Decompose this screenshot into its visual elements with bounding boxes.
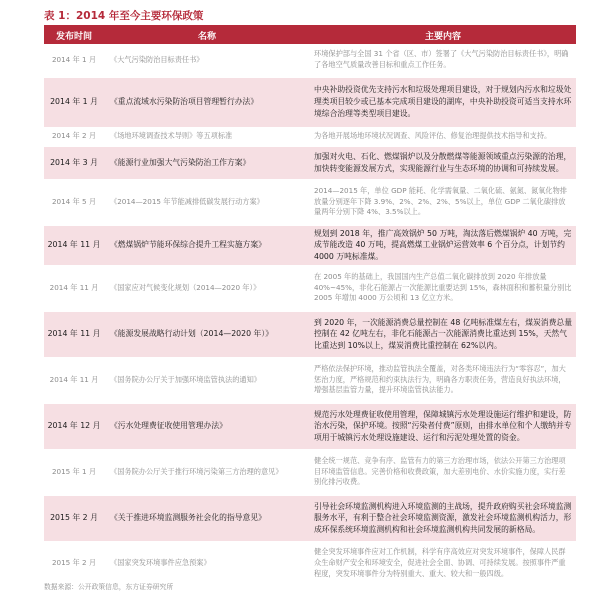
table-header-row bbox=[44, 27, 576, 44]
row-content: 加强对火电、石化、燃煤锅炉以及分散燃煤等能源领域重点污染源的治理，加快转变能源发展方式，实现能源行业与生态环境的协调和可持续发展。 bbox=[310, 146, 576, 179]
row-date: 2014 年 1 月 bbox=[44, 77, 104, 127]
row-content: 规范污水处理费征收使用管理，保障城镇污水处理设施运行维护和建设，防治水污染，保护环境。按照“污染者付费”原则，由排水单位和个人缴纳并专项用于城镇污水处理设施建设、运行和污泥处理处置的资金。 bbox=[310, 403, 576, 449]
row-date: 2014 年 11 月 bbox=[44, 265, 104, 311]
row-policy-name: 《能源行业加强大气污染防治工作方案》 bbox=[104, 146, 310, 179]
row-date: 2014 年 11 月 bbox=[44, 225, 104, 265]
row-policy-name: 《国务院办公厅关于加强环境监管执法的通知》 bbox=[104, 357, 310, 403]
table-row bbox=[44, 146, 576, 179]
row-date: 2014 年 1 月 bbox=[44, 44, 104, 77]
row-policy-name: 《能源发展战略行动计划（2014—2020 年）》 bbox=[104, 311, 310, 357]
table-row bbox=[44, 44, 576, 77]
row-policy-name: 《国家应对气候变化规划（2014—2020 年）》 bbox=[104, 265, 310, 311]
row-content: 环境保护部与全国 31 个省（区、市）签署了《大气污染防治目标责任书》，明确了各地空气质量改善目标和重点工作任务。 bbox=[310, 44, 576, 77]
row-content: 健全突发环境事件应对工作机制，科学有序高效应对突发环境事件，保障人民群众生命财产安全和环境安全，促进社会全面、协调、可持续发展。按照事件严重程度，突发环境事件分为特别重大、重大、较大和一般四级。 bbox=[310, 541, 576, 586]
row-policy-name: 《场地环境调查技术导则》等五项标准 bbox=[104, 127, 310, 146]
table-row bbox=[44, 225, 576, 265]
row-date: 2015 年 1 月 bbox=[44, 449, 104, 495]
table-row bbox=[44, 77, 576, 127]
table-row bbox=[44, 495, 576, 541]
row-date: 2014 年 3 月 bbox=[44, 146, 104, 179]
row-content: 健全统一规范、竞争有序、监管有力的第三方治理市场，依法公开第三方治理项目环境监管信息。完善价格和收费政策，加大差别电价、水价实施力度，实行差别化排污收费。 bbox=[310, 449, 576, 495]
table-row bbox=[44, 311, 576, 357]
row-date: 2014 年 12 月 bbox=[44, 403, 104, 449]
row-policy-name: 《国家突发环境事件应急预案》 bbox=[104, 541, 310, 586]
header-name: 名称 bbox=[104, 27, 310, 44]
row-content: 到 2020 年，一次能源消费总量控制在 48 亿吨标准煤左右，煤炭消费总量控制在 42 亿吨左右，非化石能源占一次能源消费比重达到 15%，天然气比重达到 10%以上，煤炭消费比重控制在 62%以内。 bbox=[310, 311, 576, 357]
table-row bbox=[44, 403, 576, 449]
row-policy-name: 《污水处理费征收使用管理办法》 bbox=[104, 403, 310, 449]
row-content: 为各地开展场地环境状况调查、风险评估、修复治理提供技术指导和支持。 bbox=[310, 127, 576, 146]
row-policy-name: 《关于推进环境监测服务社会化的指导意见》 bbox=[104, 495, 310, 541]
data-source-note: 数据来源：公开政策信息，东方证券研究所 bbox=[44, 583, 174, 591]
row-content: 中央补助投资优先支持污水和垃圾处理项目建设，对于规划内污水和垃圾处理类项目较少或已基本完成项目建设的湖库，中央补助投资可适当支持水环境综合治理等类型项目建设。 bbox=[310, 77, 576, 127]
row-policy-name: 《燃煤锅炉节能环保综合提升工程实施方案》 bbox=[104, 225, 310, 265]
row-date: 2014 年 5 月 bbox=[44, 179, 104, 225]
table-row bbox=[44, 449, 576, 495]
table-row bbox=[44, 179, 576, 225]
row-policy-name: 《国务院办公厅关于推行环境污染第三方治理的意见》 bbox=[104, 449, 310, 495]
row-date: 2014 年 11 月 bbox=[44, 311, 104, 357]
row-date: 2015 年 2 月 bbox=[44, 541, 104, 586]
row-content: 规划到 2018 年，推广高效锅炉 50 万吨，淘汰落后燃煤锅炉 40 万吨，完成节能改造 40 万吨，提高燃煤工业锅炉运营效率 6 个百分点，计划节约 4000 万吨标准煤。 bbox=[310, 225, 576, 265]
table-title: 表 1：2014 年至今主要环保政策 bbox=[44, 10, 204, 22]
table-row bbox=[44, 265, 576, 311]
table-row bbox=[44, 127, 576, 146]
policy-table bbox=[44, 27, 576, 587]
row-content: 引导社会环境监测机构进入环境监测的主战场，提升政府购买社会环境监测服务水平，有利于整合社会环境监测资源，激发社会环境监测机构活力，形成环保系统环境监测机构和社会环境监测机构共同发展的新格局。 bbox=[310, 495, 576, 541]
row-content: 严格依法保护环境，推动监管执法全覆盖，对各类环境违法行为“零容忍”，加大惩治力度，严格规范和约束执法行为，明确各方职责任务，营造良好执法环境，增强基层监管力量，提升环境监管执法能力。 bbox=[310, 357, 576, 403]
row-policy-name: 《大气污染防治目标责任书》 bbox=[104, 44, 310, 77]
row-date: 2014 年 2 月 bbox=[44, 127, 104, 146]
table-row bbox=[44, 357, 576, 403]
row-content: 2014—2015 年，单位 GDP 能耗、化学需氧量、二氧化硫、氨氮、氮氧化物排放量分别逐年下降 3.9%、2%、2%、2%、5%以上，单位 GDP 二氧化碳排放量两年分别下降 4%、3.5%以上。 bbox=[310, 179, 576, 225]
header-content: 主要内容 bbox=[310, 27, 576, 44]
row-policy-name: 《重点流域水污染防治项目管理暂行办法》 bbox=[104, 77, 310, 127]
table-row bbox=[44, 541, 576, 586]
row-content: 在 2005 年的基础上，我国国内生产总值二氧化碳排放到 2020 年排放量 40%~45%，非化石能源占一次能源比重要达到 15%，森林面积和蓄积量分别比 2005 年增加 4000 万公顷和 13 亿立方米。 bbox=[310, 265, 576, 311]
header-date: 发布时间 bbox=[44, 27, 104, 44]
row-policy-name: 《2014—2015 年节能减排低碳发展行动方案》 bbox=[104, 179, 310, 225]
row-date: 2015 年 2 月 bbox=[44, 495, 104, 541]
row-date: 2014 年 11 月 bbox=[44, 357, 104, 403]
